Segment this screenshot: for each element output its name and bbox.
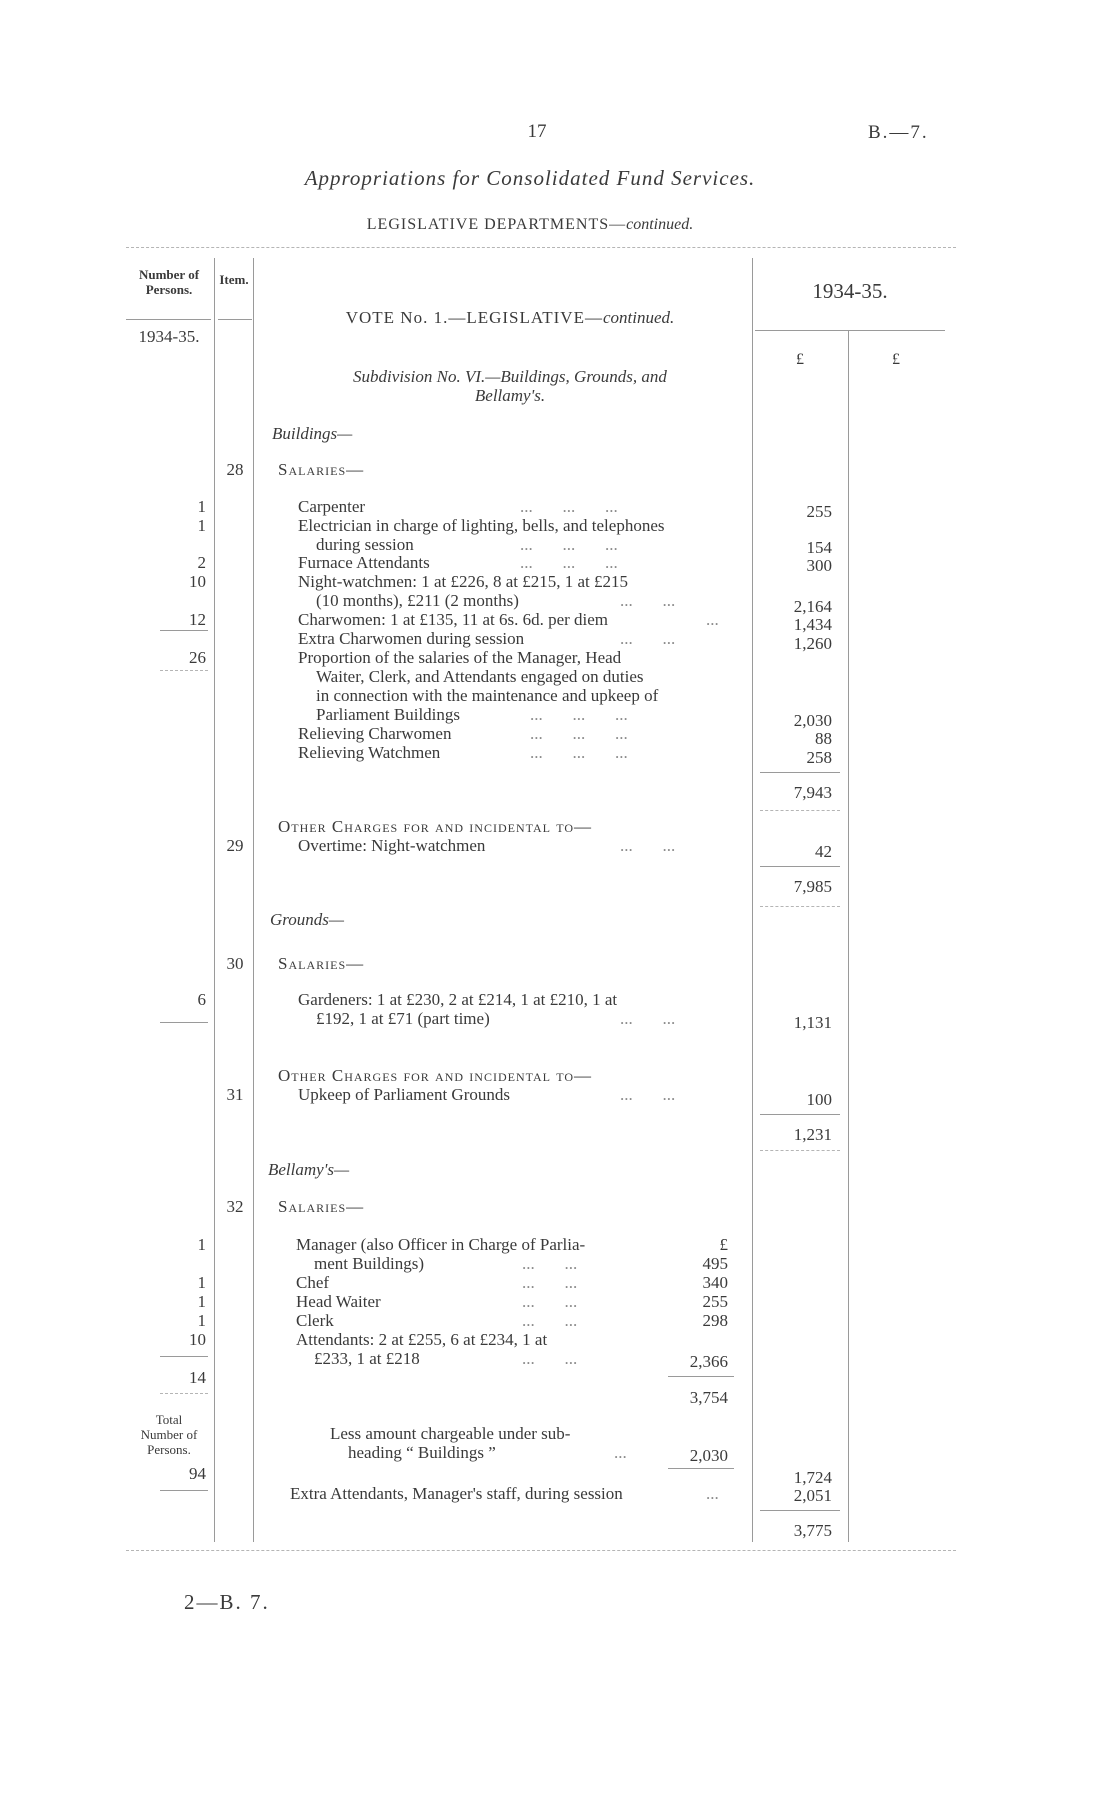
net-amount: 1,724 <box>793 1468 832 1487</box>
line-item: in connection with the maintenance and upkeep of <box>316 686 659 705</box>
col-header-persons: Number of Persons. <box>138 267 200 297</box>
persons-count: 10 <box>189 572 206 591</box>
line-item: Relieving Charwomen <box>298 724 452 743</box>
amount: 298 <box>702 1311 728 1330</box>
subtitle-main: LEGISLATIVE DEPARTMENTS— <box>366 216 627 233</box>
leader-dots: ... ... <box>522 1254 578 1273</box>
persons-count: 10 <box>189 1330 206 1349</box>
line-item: Head Waiter <box>296 1292 381 1311</box>
item-number: 29 <box>226 836 244 855</box>
page-number: 17 <box>527 121 547 142</box>
amount: 340 <box>702 1273 728 1292</box>
vote-title <box>300 308 720 328</box>
grounds-heading: Grounds— <box>270 910 344 929</box>
leader-dots: ... ... <box>620 1009 676 1028</box>
leader-dots: ... ... <box>522 1273 578 1292</box>
line-item: £233, 1 at £218 <box>314 1349 420 1368</box>
line-item: Furnace Attendants <box>298 553 430 572</box>
header-rule-persons <box>126 319 211 320</box>
persons-rule <box>160 1393 208 1394</box>
less-line-1: Less amount chargeable under sub- <box>330 1424 571 1443</box>
persons-subtotal-rule <box>160 630 208 631</box>
amount: 1,260 <box>793 634 832 653</box>
persons-count: 1 <box>197 516 206 535</box>
amount: 1,131 <box>793 1013 832 1032</box>
line-item: Clerk <box>296 1311 334 1330</box>
persons-count: 1 <box>197 1311 206 1330</box>
buildings-total: 7,985 <box>793 877 832 896</box>
item-number: 30 <box>226 954 244 973</box>
subtotal: 7,943 <box>793 783 832 802</box>
persons-total: 14 <box>189 1368 206 1387</box>
subtotal-rule <box>760 810 840 811</box>
persons-count: 1 <box>197 1235 206 1254</box>
line-item: Chef <box>296 1273 330 1292</box>
col-rule-persons <box>214 258 215 1542</box>
subtotal-rule <box>760 772 840 773</box>
persons-count: 6 <box>197 990 206 1009</box>
persons-count: 1 <box>197 1273 206 1292</box>
persons-count: 12 <box>189 610 206 629</box>
year-left: 1934-35. <box>138 327 200 346</box>
vote-title-main: VOTE No. 1.—LEGISLATIVE— <box>345 308 603 327</box>
gross-amount: 3,754 <box>689 1388 728 1407</box>
page-subtitle <box>280 216 780 234</box>
bellamys-heading: Bellamy's— <box>268 1160 350 1179</box>
year-right: 1934-35. <box>812 279 888 303</box>
leader-dots: ... ... ... <box>530 743 628 762</box>
document-reference: B.—7. <box>868 122 929 143</box>
line-item: Extra Charwomen during session <box>298 629 525 648</box>
amount: 88 <box>815 729 832 748</box>
grounds-total: 1,231 <box>793 1125 832 1144</box>
persons-rule <box>160 1022 208 1023</box>
total-persons-label-2: Number of <box>140 1427 198 1442</box>
gross-rule <box>668 1376 734 1377</box>
col-rule-amount <box>752 258 753 1542</box>
leader-dots: ... ... <box>620 629 676 648</box>
net-rule <box>668 1468 734 1469</box>
header-rule-year <box>755 330 945 331</box>
persons-count: 1 <box>197 1292 206 1311</box>
leader-dots: ... ... <box>620 836 676 855</box>
amount: 154 <box>806 538 832 557</box>
leader-dots: ... ... ... <box>530 724 628 743</box>
bellamys-total: 3,775 <box>793 1521 832 1540</box>
col-rule-total <box>848 330 849 1542</box>
line-item: Charwomen: 1 at £135, 11 at 6s. 6d. per diem <box>298 610 609 629</box>
pound-column-1: £ <box>796 351 804 368</box>
pound-column-2: £ <box>892 351 900 368</box>
amount: 255 <box>806 502 832 521</box>
total-rule <box>760 1150 840 1151</box>
grand-total-rule <box>760 1510 840 1511</box>
amount: 255 <box>702 1292 728 1311</box>
persons-total: 26 <box>189 648 206 667</box>
pound-sign: £ <box>719 1235 728 1254</box>
line-item: Manager (also Officer in Charge of Parlia- <box>296 1235 586 1254</box>
leader-dots: ... ... <box>620 1085 676 1104</box>
leader-dots: ... ... ... <box>520 497 618 516</box>
leader-dots: ... ... <box>522 1349 578 1368</box>
line-item: Night-watchmen: 1 at £226, 8 at £215, 1 at £215 <box>298 572 629 591</box>
line-item: Upkeep of Parliament Grounds <box>298 1085 510 1104</box>
subdivision-line-2: Bellamy's. <box>474 386 546 405</box>
subdivision-line-1: Subdivision No. VI.—Buildings, Grounds, and <box>353 367 667 386</box>
less-amount: 2,030 <box>689 1446 728 1465</box>
leader-dots: ... ... ... <box>520 553 618 572</box>
line-item: Relieving Watchmen <box>298 743 441 762</box>
header-rule-item <box>218 319 252 320</box>
leader-dots: ... ... <box>522 1311 578 1330</box>
buildings-heading: Buildings— <box>272 424 353 443</box>
salaries-label: Salaries— <box>278 460 365 479</box>
total-rule <box>760 906 840 907</box>
leader-dots: ... ... ... <box>530 705 628 724</box>
leader-dots: ... ... ... <box>520 535 618 554</box>
other-charges-label: Other Charges for and incidental to— <box>278 817 593 836</box>
item-number: 31 <box>226 1085 244 1104</box>
line-item: during session <box>316 535 414 554</box>
bottom-rule <box>126 1550 956 1551</box>
salaries-label: Salaries— <box>278 1197 365 1216</box>
line-item: Attendants: 2 at £255, 6 at £234, 1 at <box>296 1330 548 1349</box>
line-item: Gardeners: 1 at £230, 2 at £214, 1 at £210, 1 at <box>298 990 618 1009</box>
amount: 300 <box>806 556 832 575</box>
signature-mark: 2—B. 7. <box>184 1590 270 1614</box>
line-item: Parliament Buildings <box>316 705 461 724</box>
total-persons-label <box>126 1412 212 1457</box>
amount: 258 <box>806 748 832 767</box>
line-item: Proportion of the salaries of the Manager, Head <box>298 648 622 667</box>
leader-dots: ... <box>706 610 719 629</box>
total-persons-label-3: Persons. <box>147 1442 191 1457</box>
extra-attendants-amount: 2,051 <box>793 1486 832 1505</box>
line-item: ment Buildings) <box>314 1254 425 1273</box>
leader-dots: ... <box>706 1484 719 1503</box>
total-rule <box>760 866 840 867</box>
persons-count: 1 <box>197 497 206 516</box>
amount: 1,434 <box>793 615 832 634</box>
total-rule <box>760 1114 840 1115</box>
vote-title-continued: continued. <box>602 308 675 327</box>
amount: 2,164 <box>793 597 832 616</box>
col-rule-item <box>253 258 254 1542</box>
line-item: £192, 1 at £71 (part time) <box>316 1009 490 1028</box>
top-rule <box>126 247 956 248</box>
total-persons-rule <box>160 1490 208 1491</box>
total-persons-value: 94 <box>189 1464 206 1483</box>
less-line-2: heading “ Buildings ” <box>348 1443 496 1462</box>
item-number: 28 <box>226 460 244 479</box>
amount: 2,366 <box>689 1352 728 1371</box>
leader-dots: ... <box>614 1443 627 1462</box>
extra-attendants-line: Extra Attendants, Manager's staff, during session <box>290 1484 623 1503</box>
page-title: Appropriations for Consolidated Fund Services. <box>304 166 756 190</box>
persons-count: 2 <box>197 553 206 572</box>
other-charges-label: Other Charges for and incidental to— <box>278 1066 593 1085</box>
leader-dots: ... ... <box>620 591 676 610</box>
line-item: (10 months), £211 (2 months) <box>316 591 519 610</box>
amount: 100 <box>806 1090 832 1109</box>
line-item: Carpenter <box>298 497 366 516</box>
leader-dots: ... ... <box>522 1292 578 1311</box>
salaries-label: Salaries— <box>278 954 365 973</box>
line-item: Waiter, Clerk, and Attendants engaged on duties <box>316 667 644 686</box>
line-item: Overtime: Night-watchmen <box>298 836 486 855</box>
line-item: Electrician in charge of lighting, bells, and telephones <box>298 516 665 535</box>
total-persons-label-1: Total <box>155 1412 183 1427</box>
amount: 2,030 <box>793 711 832 730</box>
persons-rule <box>160 670 208 671</box>
amount: 42 <box>815 842 832 861</box>
subtitle-continued: continued. <box>626 216 694 233</box>
persons-subtotal-rule <box>160 1356 208 1357</box>
amount: 495 <box>702 1254 728 1273</box>
col-header-item: Item. <box>219 272 249 287</box>
item-number: 32 <box>226 1197 244 1216</box>
